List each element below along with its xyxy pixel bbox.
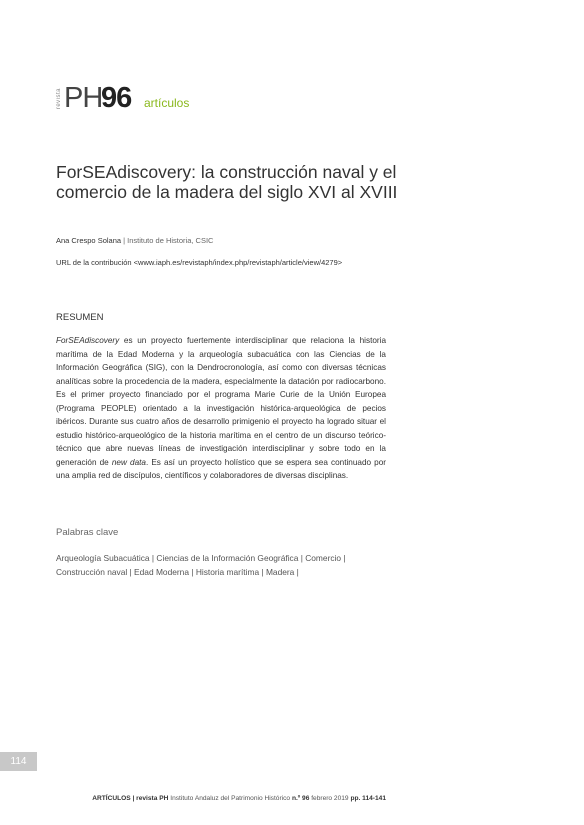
article-title: ForSEAdiscovery: la construcción naval y el comercio de la madera del siglo XVI al XVIII	[56, 162, 398, 202]
logo-revista-text: revista	[56, 88, 62, 110]
author-institution: Instituto de Historia, CSIC	[127, 236, 214, 245]
page-footer	[56, 795, 386, 802]
author-separator: |	[121, 236, 128, 245]
abstract-heading: RESUMEN	[56, 312, 104, 323]
abstract-text-part1: es un proyecto fuertemente interdisciplinar que relaciona la historia marítima de la Edad Moderna y la arqueología subacuática con las Ciencias de la Información Geográfica (SIG), con la Dendrocronología, así como con diversas técnicas analíticas sobre la procedencia de la madera, especialmente la datación por radiocarbono. Es el primer proyecto financiado por el programa Marie Curie de la Unión Europea (Programa PEOPLE) orientado a la investigación histórica-arqueológica de pecios ibéricos. Durante sus cuatro años de desarrollo primigenio el proyecto ha logrado situar el estudio histórico-arqueológico de la historia marítima en el centro de un discurso teórico-técnico que abre nuevas líneas de investigación interdisciplinar y sobre todo en la generación de	[56, 336, 386, 467]
footer-pages: pp. 114-141	[350, 795, 386, 802]
footer-date: febrero 2019	[309, 795, 351, 802]
author-line	[56, 236, 213, 245]
logo-issue-number: 96	[101, 82, 132, 114]
page-number-tab: 114	[0, 752, 37, 771]
footer-publisher: Instituto Andaluz del Patrimonio Histórico	[168, 795, 292, 802]
abstract-lead-italic: ForSEAdiscovery	[56, 336, 120, 345]
contribution-url[interactable]: URL de la contribución <www.iaph.es/revistaph/index.php/revistaph/article/view/4279>	[56, 258, 343, 267]
footer-section: ARTÍCULOS | revista PH	[92, 795, 169, 802]
keywords-list: Arqueología Subacuática | Ciencias de la Información Geográfica | Comercio | Construcción naval | Edad Moderna | Historia marítima | Madera |	[56, 553, 346, 577]
abstract-body	[56, 334, 386, 483]
keywords-heading: Palabras clave	[56, 527, 119, 538]
logo-ph-text: PH	[64, 82, 103, 114]
footer-issue: n.º 96	[291, 795, 310, 802]
section-label: artículos	[144, 96, 190, 110]
abstract-text-part2: . Es así un proyecto holístico que se espera sea continuado por una amplia red de discípulos, científicos y colaboradores de diversas disciplinas.	[56, 457, 387, 480]
abstract-italic-term: new data	[111, 457, 146, 467]
author-name: Ana Crespo Solana	[56, 236, 122, 245]
